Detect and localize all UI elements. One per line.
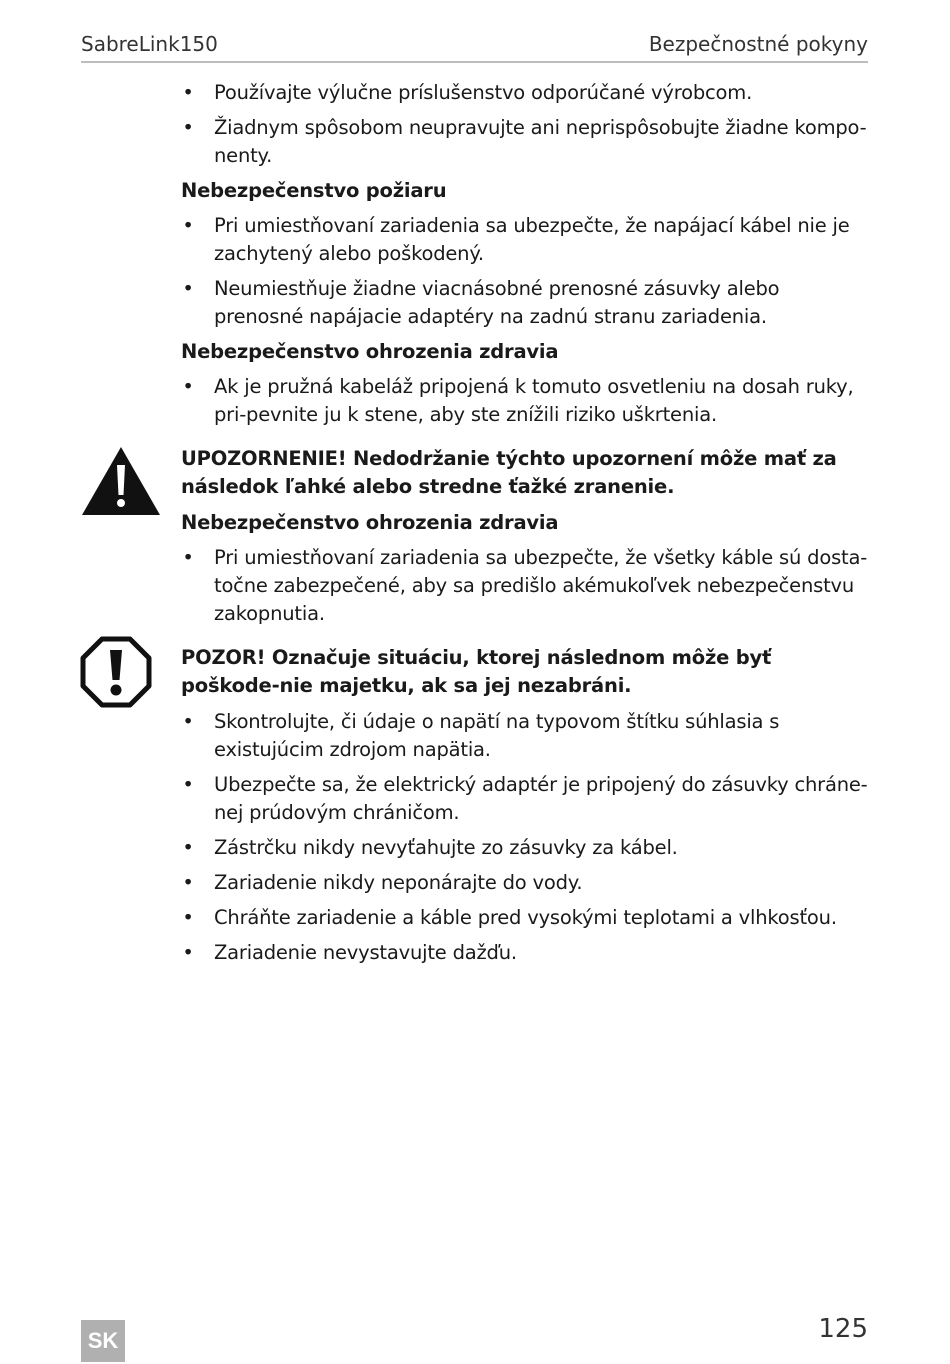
bullet-icon: •: [182, 836, 194, 859]
warning-list: [181, 544, 871, 628]
list-item: • Ubezpečte sa, že elektrický adaptér je pripojený do zásuvky chráne-nej prúdovým chráničom.: [182, 773, 868, 824]
list-item: • Chráňte zariadenie a káble pred vysokými teplotami a vlhkosťou.: [181, 904, 871, 932]
list-item: • Zástrčku nikdy nevyťahujte zo zásuvky za kábel.: [181, 834, 871, 862]
warning-triangle-icon: [80, 445, 162, 517]
bullet-icon: •: [182, 214, 194, 237]
list-item: • Žiadnym spôsobom neupravujte ani neprispôsobujte žiadne kompo-nenty.: [182, 116, 867, 167]
page-content: [181, 79, 871, 974]
bullet-icon: •: [182, 277, 194, 300]
product-name: SabreLink150: [81, 32, 218, 56]
list-item: • Pri umiestňovaní zariadenia sa ubezpečte, že napájací kábel nie je zachytený alebo poškodený.: [182, 214, 850, 265]
bullet-icon: •: [182, 116, 194, 139]
bullet-icon: •: [182, 546, 194, 569]
page-number: 125: [818, 1314, 868, 1344]
fire-hazard-heading: Nebezpečenstvo požiaru: [181, 179, 447, 202]
list-item: • Pri umiestňovaní zariadenia sa ubezpečte, že všetky káble sú dosta-točne zabezpečené, aby sa predišlo akémukoľvek nebezpečenstvu zakopnutia.: [182, 546, 868, 625]
bullet-icon: •: [182, 941, 194, 964]
page-header: [81, 30, 868, 63]
health-hazard-heading: Nebezpečenstvo ohrozenia zdravia: [181, 340, 559, 363]
bullet-icon: •: [182, 906, 194, 929]
health-hazard-heading: Nebezpečenstvo ohrozenia zdravia: [181, 511, 559, 534]
bullet-icon: •: [182, 871, 194, 894]
list-item: • Používajte výlučne príslušenstvo odporúčané výrobcom.: [181, 79, 871, 107]
list-item: • Skontrolujte, či údaje o napätí na typovom štítku súhlasia s existujúcim zdrojom napätia.: [182, 710, 780, 761]
caution-list: [181, 708, 871, 967]
health-hazard-list: [181, 373, 871, 429]
bullet-icon: •: [182, 375, 194, 398]
language-badge: SK: [81, 1320, 125, 1362]
list-item: • Neumiestňuje žiadne viacnásobné prenosné zásuvky alebo prenosné napájacie adaptéry na zadnú stranu zariadenia.: [182, 277, 780, 328]
bullet-icon: •: [182, 773, 194, 796]
bullet-icon: •: [182, 81, 194, 104]
caution-title: POZOR! Označuje situáciu, ktorej následnom môže byť poškode-nie majetku, ak sa jej nezabráni.: [181, 646, 772, 697]
section-title: Bezpečnostné pokyny: [648, 32, 868, 56]
bullet-icon: •: [182, 710, 194, 733]
octagon-exclamation-icon: [80, 636, 152, 708]
fire-hazard-list: [181, 212, 871, 331]
list-item: • Ak je pružná kabeláž pripojená k tomuto osvetleniu na dosah ruky, pri-pevnite ju k stene, aby ste znížili riziko uškrtenia.: [182, 375, 854, 426]
warning-section: [181, 445, 871, 628]
list-item: • Zariadenie nevystavujte dažďu.: [181, 939, 871, 967]
caution-section: [181, 644, 871, 967]
list-item: • Zariadenie nikdy neponárajte do vody.: [181, 869, 871, 897]
warning-title: UPOZORNENIE! Nedodržanie týchto upozornení môže mať za následok ľahké alebo stredne ťažké zranenie.: [181, 447, 837, 498]
intro-list: [181, 79, 871, 170]
